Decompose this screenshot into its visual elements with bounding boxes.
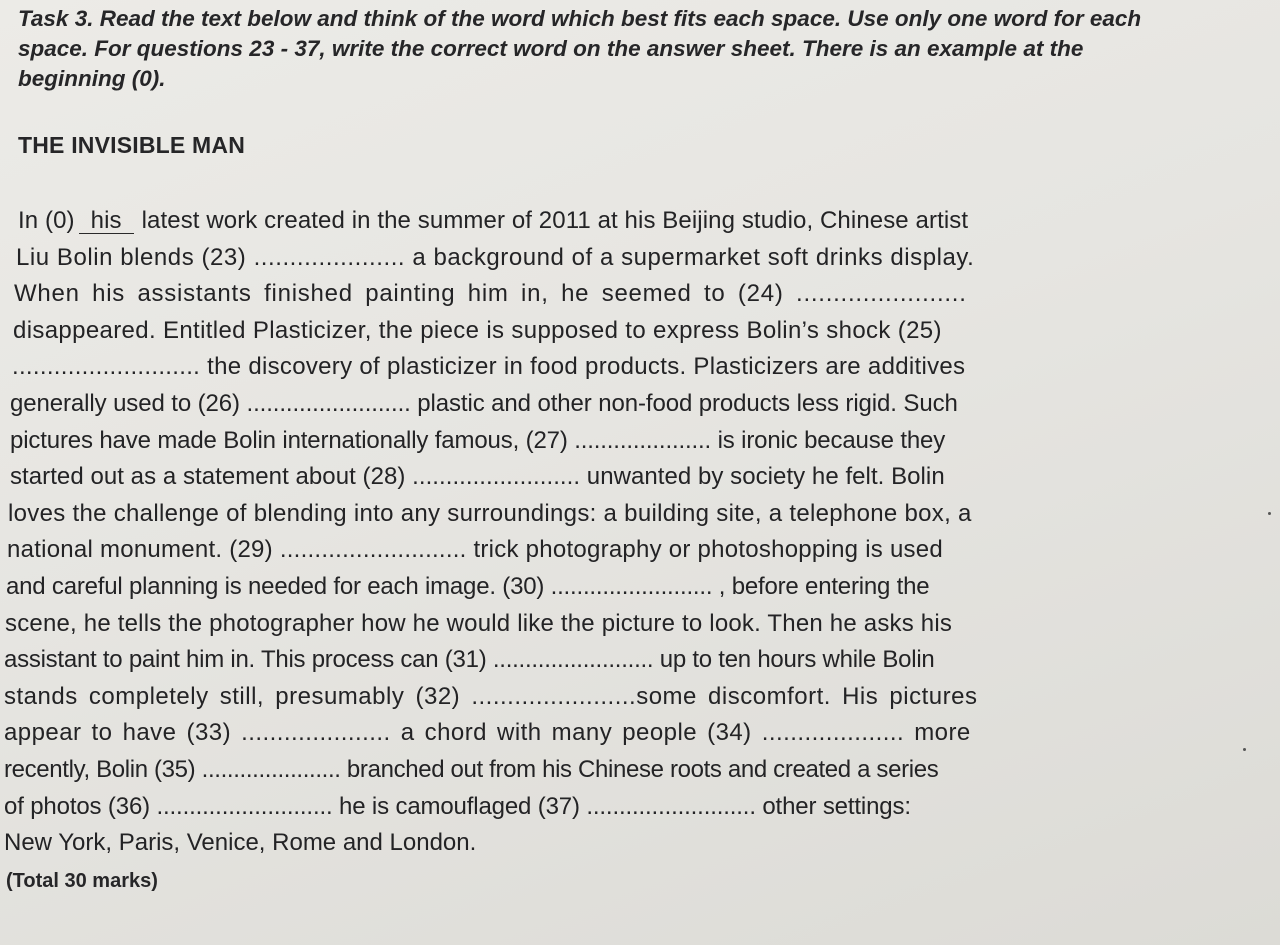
passage-line: generally used to (26) ......................... plastic and other non-food products less rigid. Such [10, 389, 958, 417]
passage-line: assistant to paint him in. This process can (31) ......................... up to ten hours while Bolin [4, 646, 935, 674]
passage-title: THE INVISIBLE MAN [18, 132, 246, 158]
passage-line: and careful planning is needed for each image. (30) ......................... , before entering the [6, 572, 930, 600]
paper-speck [1243, 748, 1246, 751]
passage-line: disappeared. Entitled Plasticizer, the piece is supposed to express Bolin’s shock (25) [13, 316, 942, 344]
example-answer: his [79, 209, 134, 234]
passage-line: ........................... the discovery of plasticizer in food products. Plasticizers are additives [12, 353, 966, 381]
passage-line: scene, he tells the photographer how he would like the picture to look. Then he asks his [5, 609, 953, 637]
passage-line [4, 203, 1154, 240]
passage-line: recently, Bolin (35) ...................... branched out from his Chinese roots and created a series [4, 755, 939, 783]
passage-line: started out as a statement about (28) ......................... unwanted by society he felt. Bolin [10, 463, 945, 491]
passage-line: New York, Paris, Venice, Rome and London. [4, 829, 477, 857]
passage-text: latest work created in the summer of 2011 at his Beijing studio, Chinese artist [141, 207, 969, 234]
total-marks: (Total 30 marks) [6, 870, 158, 892]
task-instructions: Task 3. Read the text below and think of the word which best fits each space. Use only one word for each space. For questions 23 - 37, write the correct word on the answer sheet. There is an example at the beginning (0). [18, 6, 1142, 91]
cloze-passage [4, 203, 1154, 862]
passage-line: stands completely still, presumably (32) .......................some discomfort. His pictures [4, 682, 978, 710]
passage-line: appear to have (33) ..................... a chord with many people (34) .................... more [4, 719, 971, 747]
passage-line: of photos (36) ........................... he is camouflaged (37) .......................... other settings: [4, 792, 911, 820]
passage-line: national monument. (29) ........................... trick photography or photoshopping is used [7, 536, 943, 564]
passage-line: pictures have made Bolin internationally famous, (27) ..................... is ironic because they [10, 426, 946, 454]
paper-speck [1268, 512, 1271, 515]
example-label: In (0) [18, 207, 75, 234]
passage-line: loves the challenge of blending into any surroundings: a building site, a telephone box, a [8, 499, 972, 527]
passage-line: Liu Bolin blends (23) ..................... a background of a supermarket soft drinks display. [16, 243, 975, 271]
passage-line: When his assistants finished painting him in, he seemed to (24) ....................... [14, 280, 967, 308]
